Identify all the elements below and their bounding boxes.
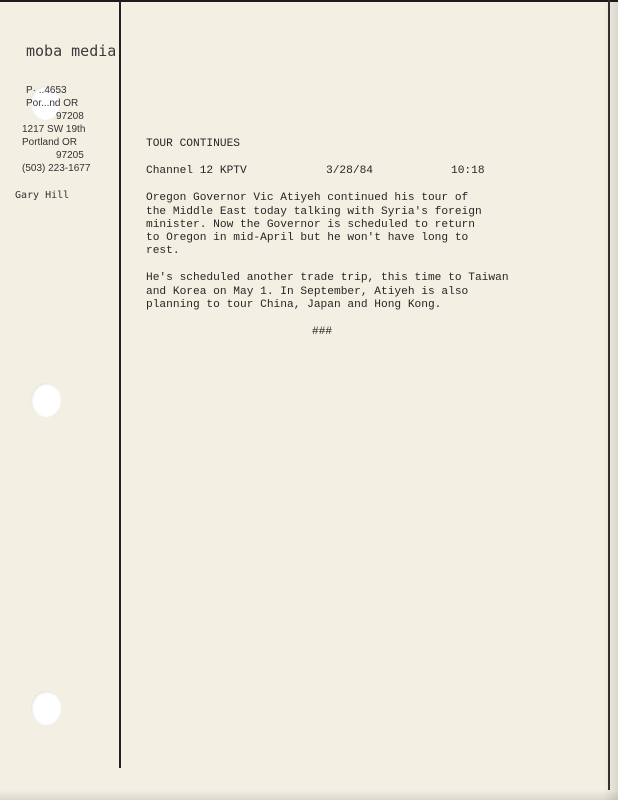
address-block <box>22 84 117 175</box>
address-line: 97205 <box>56 150 84 161</box>
station-label: Channel 12 KPTV <box>146 165 247 178</box>
paragraph-line: He's scheduled another trade trip, this time to Taiwan <box>146 272 509 285</box>
paragraph-line: planning to tour China, Japan and Hong Kong. <box>146 298 442 311</box>
story-meta <box>146 165 576 178</box>
paragraph-line: the Middle East today talking with Syria's foreign <box>146 205 482 218</box>
paragraph-2 <box>146 272 576 312</box>
paragraph-line: Oregon Governor Vic Atiyeh continued his tour of <box>146 192 469 205</box>
story-body <box>146 138 576 339</box>
story-time: 10:18 <box>451 165 485 178</box>
paragraph-line: minister. Now the Governor is scheduled to return <box>146 218 475 231</box>
top-border <box>0 0 618 2</box>
page-edge-shadow <box>604 0 618 800</box>
punch-hole-middle <box>31 383 61 417</box>
margin-divider-line <box>119 0 121 768</box>
address-line: Portland OR <box>22 137 78 148</box>
contact-name: Gary Hill <box>15 190 70 201</box>
paragraph-line: to Oregon in mid-April but he won't have long to <box>146 232 469 245</box>
punch-hole-bottom <box>31 691 61 725</box>
paragraph-line: rest. <box>146 245 180 258</box>
address-line: Por...nd OR <box>26 98 79 109</box>
address-line: 1217 SW 19th <box>22 124 86 135</box>
end-mark: ### <box>312 326 333 339</box>
address-line: (503) 223-1677 <box>22 163 91 174</box>
paragraph-1 <box>146 192 576 258</box>
brand-name: moba media <box>26 42 117 60</box>
story-date: 3/28/84 <box>326 165 373 178</box>
address-line: P· ..4653 <box>26 85 67 96</box>
address-line: 97208 <box>56 111 84 122</box>
story-headline: TOUR CONTINUES <box>146 138 240 150</box>
page-bottom-shadow <box>0 790 618 800</box>
paragraph-line: and Korea on May 1. In September, Atiyeh is also <box>146 285 469 298</box>
